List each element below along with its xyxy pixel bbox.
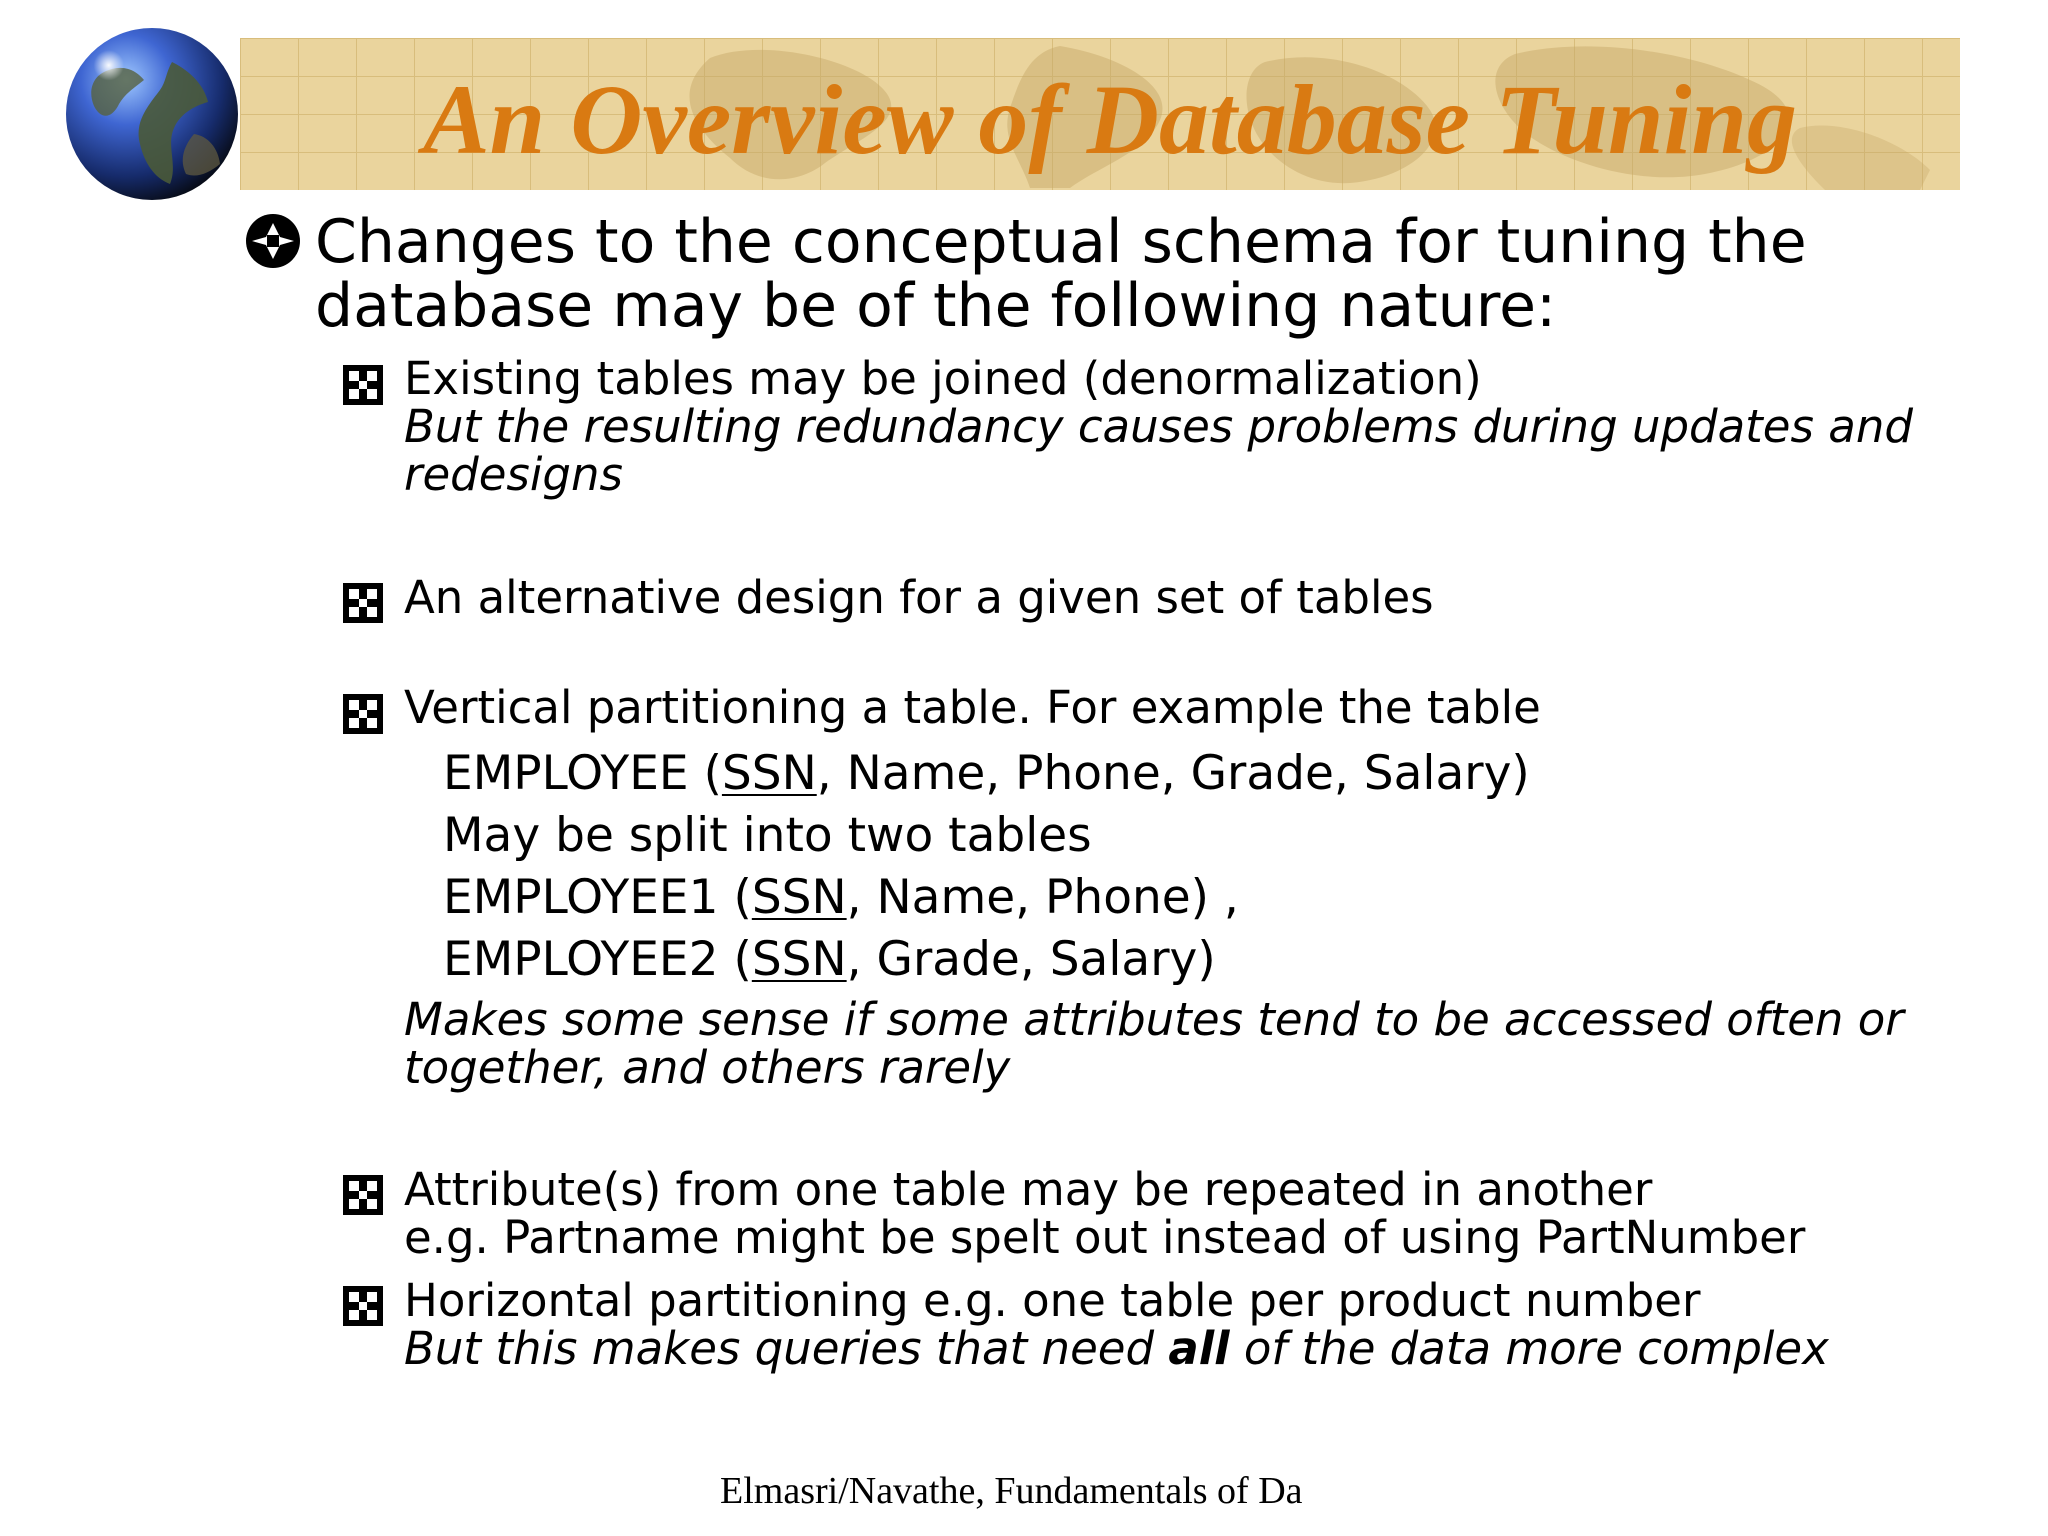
- slide-title: An Overview of Database Tuning: [422, 64, 1798, 175]
- note-bold-text: all: [1168, 1322, 1230, 1375]
- note-before-text: But this makes queries that need: [404, 1322, 1169, 1375]
- schema-employee: [443, 748, 1530, 800]
- item-attribute-repeat: [404, 1163, 1964, 1264]
- item-vertical-partitioning-note-1: Makes some sense if some attributes tend to be accessed often or: [404, 993, 1904, 1046]
- sub-bullet-icon: [343, 583, 383, 623]
- schema-employee1-key: SSN: [751, 870, 847, 925]
- schema-split-text: May be split into two tables: [443, 808, 1092, 863]
- sub-bullet-icon: [343, 365, 383, 405]
- note-after-text: of the data more complex: [1229, 1322, 1829, 1375]
- main-bullet-text: [315, 207, 1915, 341]
- item-vertical-partitioning: [404, 681, 1964, 734]
- schema-employee2-key: SSN: [751, 932, 847, 987]
- item-vertical-partitioning-line: Vertical partitioning a table. For example the table: [404, 681, 1541, 734]
- schema-employee1: [443, 872, 1239, 924]
- item-alternative-design-line: An alternative design for a given set of tables: [404, 571, 1434, 624]
- schema-employee-rest: , Name, Phone, Grade, Salary): [816, 746, 1530, 801]
- schema-employee2-rest: , Grade, Salary): [846, 932, 1216, 987]
- schema-employee-key: SSN: [721, 746, 817, 801]
- item-vertical-partitioning-note-2: together, and others rarely: [404, 1041, 1011, 1094]
- schema-employee1-rest: , Name, Phone) ,: [846, 870, 1239, 925]
- main-bullet-line-1: Changes to the conceptual schema for tuning the: [315, 207, 1807, 277]
- item-horizontal-partitioning-line: Horizontal partitioning e.g. one table per product number: [404, 1274, 1701, 1327]
- item-vertical-partitioning-note: [404, 993, 1964, 1094]
- sub-bullet-icon: [343, 1286, 383, 1326]
- sub-bullet-icon: [343, 694, 383, 734]
- item-horizontal-partitioning-note: [404, 1322, 1829, 1375]
- item-alternative-design: [404, 571, 1964, 624]
- item-denormalization-note-1: But the resulting redundancy causes problems during updates and: [404, 400, 1913, 453]
- item-denormalization: [404, 352, 1964, 501]
- schema-employee-prefix: EMPLOYEE (: [443, 746, 722, 801]
- main-bullet-line-2: database may be of the following nature:: [315, 271, 1557, 341]
- item-denormalization-line: Existing tables may be joined (denormalization): [404, 352, 1482, 405]
- schema-employee1-prefix: EMPLOYEE1 (: [443, 870, 752, 925]
- schema-employee2: [443, 934, 1216, 986]
- sub-bullet-icon: [343, 1175, 383, 1215]
- footer-citation: Elmasri/Navathe, Fundamentals of Da: [720, 1470, 1303, 1512]
- item-horizontal-partitioning: [404, 1274, 1964, 1375]
- item-denormalization-note-2: redesigns: [404, 448, 623, 501]
- schema-employee2-prefix: EMPLOYEE2 (: [443, 932, 752, 987]
- item-attribute-repeat-line-1: Attribute(s) from one table may be repeated in another: [404, 1163, 1653, 1216]
- item-attribute-repeat-line-2: e.g. Partname might be spelt out instead of using PartNumber: [404, 1211, 1806, 1264]
- main-bullet-icon: [244, 212, 302, 270]
